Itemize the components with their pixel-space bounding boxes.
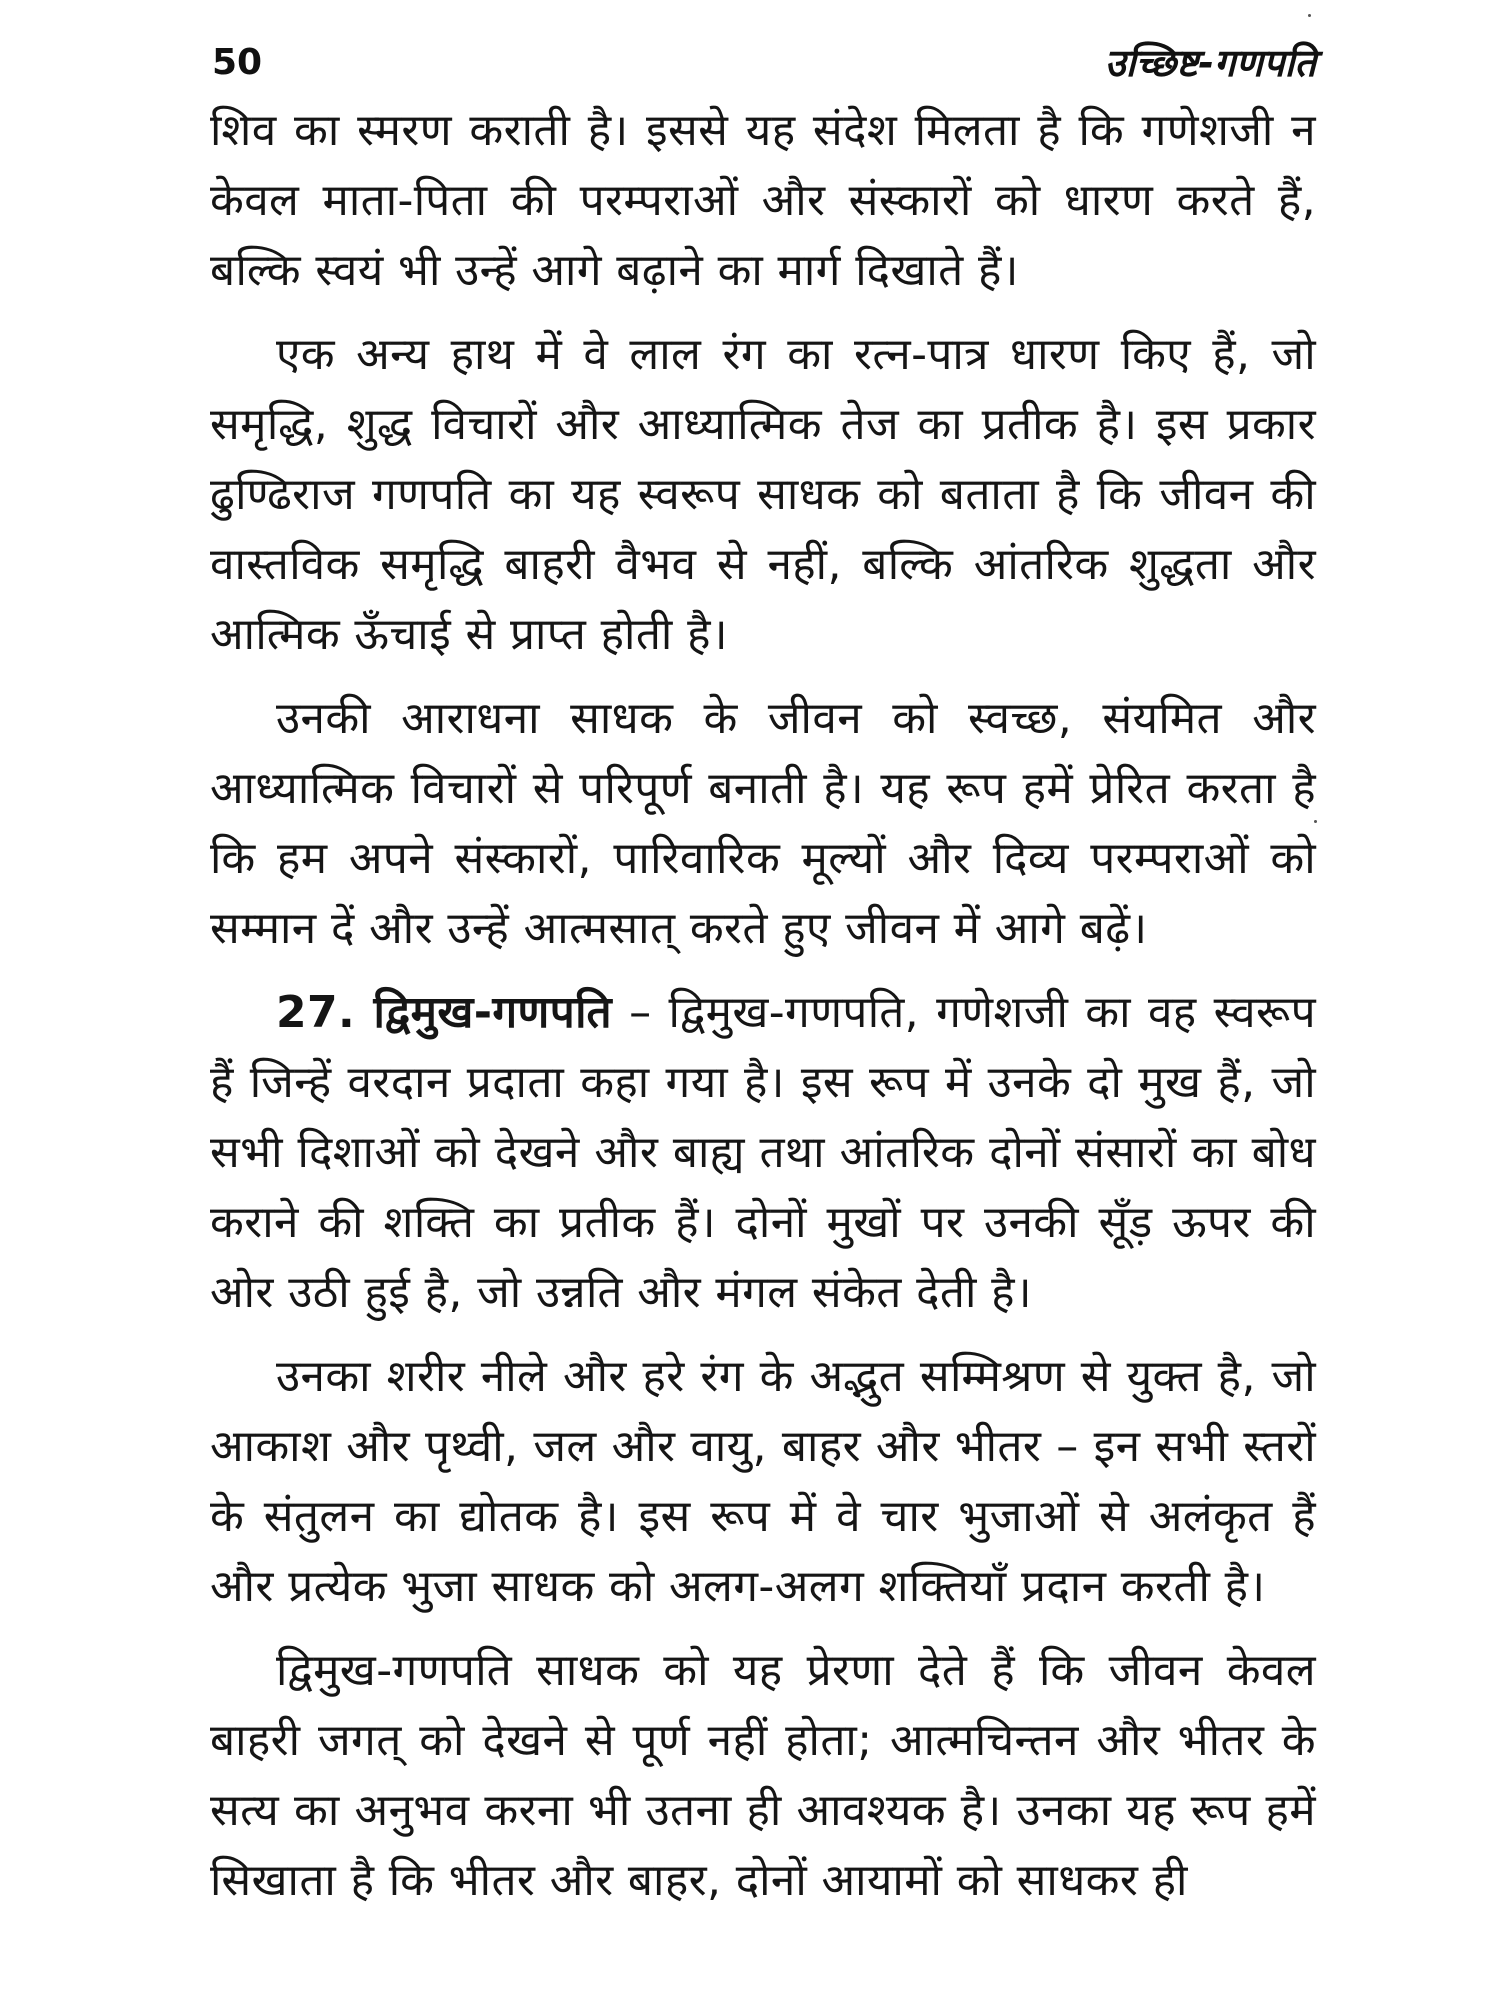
paragraph-4-text: – द्विमुख-गणपति, गणेशजी का वह स्वरूप हैं जिन्हें वरदान प्रदाता कहा गया है। इस रूप में उनके दो मुख हैं, जो सभी दिशाओं को देखने और बाह्य तथा आंतरिक दोनों संसारों का बोध कराने की शक्ति का प्रतीक हैं। दोनों मुखों पर उनकी सूँड़ ऊपर की ओर उठी हुई है, जो उन्नति और मंगल संकेत देती है। (210, 987, 1316, 1318)
paragraph-1 (210, 96, 1316, 306)
paragraph-6-text: द्विमुख-गणपति साधक को यह प्रेरणा देते हैं कि जीवन केवल बाहरी जगत् को देखने से पूर्ण नहीं होता; आत्मचिन्तन और भीतर के सत्य का अनुभव करना भी उतना ही आवश्यक है। उनका यह रूप हमें सिखाता है कि भीतर और बाहर, दोनों आयामों को साधकर ही (210, 1645, 1316, 1906)
section-heading: 27. द्विमुख-गणपति (276, 987, 613, 1038)
paragraph-2 (210, 320, 1316, 670)
body-text (210, 96, 1316, 1916)
scan-speck (1314, 820, 1317, 823)
scan-speck (1308, 14, 1311, 17)
paragraph-1-text: शिव का स्मरण कराती है। इससे यह संदेश मिलता है कि गणेशजी न केवल माता-पिता की परम्पराओं और संस्कारों को धारण करते हैं, बल्कि स्वयं भी उन्हें आगे बढ़ाने का मार्ग दिखाते हैं। (210, 105, 1316, 296)
running-title: उच्छिष्ट-गणपति (1104, 41, 1316, 85)
page-number: 50 (212, 42, 263, 83)
paragraph-5-text: उनका शरीर नीले और हरे रंग के अद्भुत सम्मिश्रण से युक्त है, जो आकाश और पृथ्वी, जल और वायु, बाहर और भीतर – इन सभी स्तरों के संतुलन का द्योतक है। इस रूप में वे चार भुजाओं से अलंकृत हैं और प्रत्येक भुजा साधक को अलग-अलग शक्तियाँ प्रदान करती है। (210, 1351, 1316, 1612)
paragraph-3-text: उनकी आराधना साधक के जीवन को स्वच्छ, संयमित और आध्यात्मिक विचारों से परिपूर्ण बनाती है। यह रूप हमें प्रेरित करता है कि हम अपने संस्कारों, पारिवारिक मूल्यों और दिव्य परम्पराओं को सम्मान दें और उन्हें आत्मसात् करते हुए जीवन में आगे बढ़ें। (210, 693, 1316, 954)
paragraph-3 (210, 684, 1316, 964)
paragraph-5 (210, 1342, 1316, 1622)
paragraph-2-text: एक अन्य हाथ में वे लाल रंग का रत्न-पात्र धारण किए हैं, जो समृद्धि, शुद्ध विचारों और आध्यात्मिक तेज का प्रतीक है। इस प्रकार ढुण्ढिराज गणपति का यह स्वरूप साधक को बताता है कि जीवन की वास्तविक समृद्धि बाहरी वैभव से नहीं, बल्कि आंतरिक शुद्धता और आत्मिक ऊँचाई से प्राप्त होती है। (210, 329, 1316, 660)
page-header (212, 36, 1316, 96)
paragraph-4-section-27 (210, 978, 1316, 1328)
paragraph-6 (210, 1636, 1316, 1916)
